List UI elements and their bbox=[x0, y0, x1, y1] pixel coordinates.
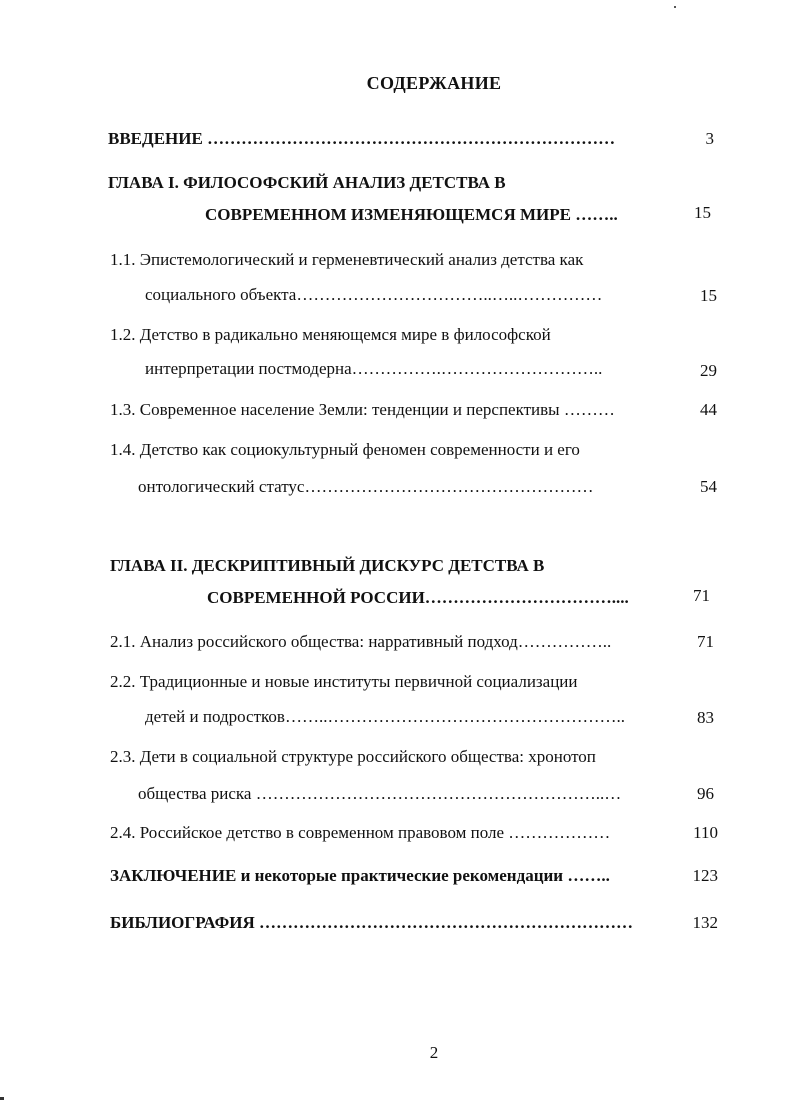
conclusion-rest: и некоторые практические рекомендации …….. bbox=[236, 866, 610, 885]
section-2-2-line2[interactable]: детей и подростков……..…………………………………………….. bbox=[145, 707, 625, 726]
page-title: СОДЕРЖАНИЕ bbox=[366, 73, 502, 93]
section-1-3-line1[interactable]: 1.3. Современное население Земли: тенденции и перспективы ……… bbox=[110, 400, 615, 419]
section-1-2-line2[interactable]: интерпретации постмодерна…………….……………………….. bbox=[145, 359, 603, 378]
toc-entry-conclusion[interactable] bbox=[110, 866, 610, 886]
section-1-4-page: 54 bbox=[700, 477, 717, 496]
scan-speck bbox=[674, 6, 676, 8]
toc-page-intro: 3 bbox=[705, 129, 714, 148]
section-2-2-page: 83 bbox=[697, 708, 714, 727]
chapter2-page: 71 bbox=[693, 586, 710, 605]
section-1-4-line1[interactable]: 1.4. Детство как социокультурный феномен современности и его bbox=[110, 440, 580, 459]
section-2-2-line1[interactable]: 2.2. Традиционные и новые институты первичной социализации bbox=[110, 672, 578, 691]
section-1-2-page: 29 bbox=[700, 361, 717, 380]
page-number: 2 bbox=[429, 1043, 439, 1062]
toc-page-conclusion: 123 bbox=[692, 866, 718, 885]
section-2-3-line2[interactable]: общества риска ……………………………………………………..… bbox=[138, 784, 622, 803]
section-2-4-line1[interactable]: 2.4. Российское детство в современном правовом поле ……………… bbox=[110, 823, 611, 842]
section-2-4-page: 110 bbox=[693, 823, 718, 842]
section-2-1-page: 71 bbox=[697, 632, 714, 651]
toc-entry-bibliography[interactable]: БИБЛИОГРАФИЯ ………………………………………………………… bbox=[110, 913, 633, 932]
chapter1-page: 15 bbox=[694, 203, 711, 222]
section-1-1-line1[interactable]: 1.1. Эпистемологический и герменевтический анализ детства как bbox=[110, 250, 584, 269]
section-2-1-line1[interactable]: 2.1. Анализ российского общества: нарративный подход…………….. bbox=[110, 632, 612, 651]
scan-edge-mark bbox=[0, 1097, 4, 1100]
chapter2-title-line2[interactable]: СОВРЕМЕННОЙ РОССИИ…………………………….... bbox=[207, 588, 629, 607]
section-1-1-line2[interactable]: социального объекта……………………………..…..…………… bbox=[145, 285, 603, 304]
section-2-3-page: 96 bbox=[697, 784, 714, 803]
section-1-1-page: 15 bbox=[700, 286, 717, 305]
section-1-4-line2[interactable]: онтологический статус…………………………………………… bbox=[138, 477, 594, 496]
toc-page-bibliography: 132 bbox=[692, 913, 718, 932]
chapter2-title-line1[interactable]: ГЛАВА II. ДЕСКРИПТИВНЫЙ ДИСКУРС ДЕТСТВА В bbox=[110, 556, 545, 575]
chapter1-title-line2[interactable]: СОВРЕМЕННОМ ИЗМЕНЯЮЩЕМСЯ МИРЕ …….. bbox=[205, 205, 618, 224]
section-1-2-line1[interactable]: 1.2. Детство в радикально меняющемся мире в философской bbox=[110, 325, 551, 344]
section-1-3-page: 44 bbox=[700, 400, 717, 419]
toc-entry-intro[interactable]: ВВЕДЕНИЕ ……………………………………………………………… bbox=[108, 129, 616, 148]
section-2-3-line1[interactable]: 2.3. Дети в социальной структуре российского общества: хронотоп bbox=[110, 747, 596, 766]
chapter1-title-line1[interactable]: ГЛАВА I. ФИЛОСОФСКИЙ АНАЛИЗ ДЕТСТВА В bbox=[108, 173, 506, 192]
conclusion-bold-label: ЗАКЛЮЧЕНИЕ bbox=[110, 866, 237, 885]
